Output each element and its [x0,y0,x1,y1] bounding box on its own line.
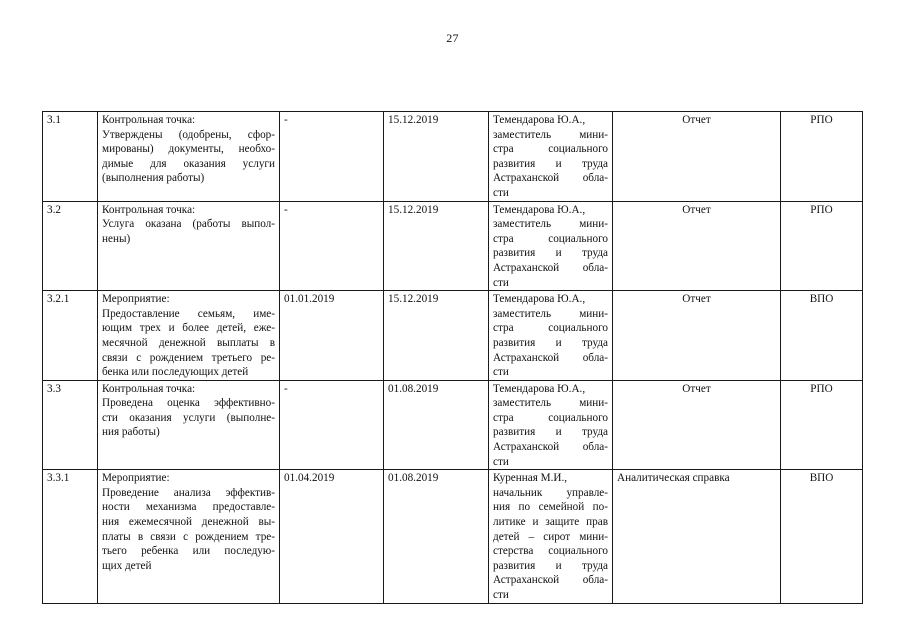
table-row [43,201,863,291]
item-name-line: димые для оказания услуги [102,157,275,170]
responsible-line: развития и труда [493,426,608,439]
item-number-cell [43,201,98,291]
responsible-line: ния по семейной по- [493,501,608,514]
item-number: 3.2.1 [47,293,70,306]
item-number: 3.3.1 [47,472,70,485]
start-date: - [284,114,288,126]
responsible-line: заместитель мини- [493,128,608,141]
responsible-line: Темендарова Ю.А., [493,382,586,395]
item-number-cell [43,380,98,470]
item-number-cell [43,470,98,603]
responsible-line: начальник управле- [493,486,608,499]
event-type: РПО [810,382,833,395]
item-name-line: ния ежемесячной денежной вы- [102,516,275,529]
responsible-cell [489,291,613,381]
table-row [43,112,863,202]
item-name-line: Мероприятие: [102,472,170,485]
result-document: Отчет [682,293,711,306]
responsible-line: Астраханской обла- [493,351,608,364]
responsible-line: сти [493,455,509,468]
responsible-line: стерства социального [493,545,608,558]
item-name-line: ности механизма предоставле- [102,501,275,514]
item-name-line: Проведена оценка эффективно- [102,397,275,410]
responsible-line: Астраханской обла- [493,574,608,587]
responsible-line: заместитель мини- [493,218,608,231]
start-date-cell [280,112,384,202]
event-type-cell [781,201,863,291]
event-type-cell [781,380,863,470]
responsible-line: развития и труда [493,336,608,349]
responsible-line: Куренная М.И., [493,472,568,485]
item-name-line: ния работы) [102,426,160,439]
result-cell [613,380,781,470]
item-name-line: мированы) документы, необхо- [102,143,275,156]
start-date: 01.04.2019 [284,472,335,485]
item-name-line: (выполнения работы) [102,172,205,185]
result-document: Отчет [682,203,711,216]
event-type-cell [781,291,863,381]
result-document: Отчет [682,114,711,126]
item-name-line: нены) [102,232,131,245]
item-name-line: Контрольная точка: [102,203,196,216]
responsible-line: сти [493,366,509,379]
responsible-line: заместитель мини- [493,397,608,410]
item-name-line: щих детей [102,559,152,572]
start-date-cell [280,380,384,470]
end-date-cell [384,291,489,381]
result-document: Аналитическая справка [617,472,730,485]
start-date-cell [280,470,384,603]
item-name-line: сти оказания услуги (выполне- [102,411,275,424]
responsible-cell [489,201,613,291]
item-name-cell [98,291,280,381]
event-type-cell [781,470,863,603]
event-type: ВПО [809,293,834,306]
start-date: 01.01.2019 [284,293,335,306]
item-name-line: платы в связи с рождением тре- [102,530,275,543]
item-name-line: Услуга оказана (работы выпол- [102,218,275,231]
responsible-line: Астраханской обла- [493,441,608,454]
item-number: 3.1 [47,114,61,126]
item-name-line: бенка или последующих детей [102,366,249,379]
item-name-line: тьего ребенка или последую- [102,545,275,558]
responsible-cell [489,112,613,202]
responsible-line: сти [493,276,509,289]
item-name-line: Проведение анализа эффектив- [102,486,275,499]
table-row [43,470,863,603]
start-date-cell [280,291,384,381]
event-type: РПО [810,203,833,216]
event-type: ВПО [809,472,834,485]
responsible-line: литике и защите прав [493,516,608,529]
end-date-cell [384,201,489,291]
responsible-line: Астраханской обла- [493,261,608,274]
responsible-line: заместитель мини- [493,307,608,320]
start-date-cell [280,201,384,291]
end-date: 15.12.2019 [388,293,439,306]
responsible-cell [489,470,613,603]
result-cell [613,470,781,603]
end-date: 15.12.2019 [388,114,439,126]
table-row [43,291,863,381]
item-name-line: Утверждены (одобрены, сфор- [102,128,275,141]
end-date-cell [384,380,489,470]
item-name-cell [98,380,280,470]
responsible-line: развития и труда [493,559,608,572]
responsible-line: сти [493,589,509,601]
result-cell [613,201,781,291]
item-name-line: Предоставление семьям, име- [102,307,275,320]
responsible-line: стра социального [493,411,608,424]
responsible-line: развития и труда [493,157,608,170]
page-number: 27 [446,31,459,45]
responsible-line: сти [493,186,509,199]
end-date-cell [384,112,489,202]
item-number-cell [43,112,98,202]
event-type: РПО [810,114,833,126]
item-name-line: Контрольная точка: [102,114,196,126]
responsible-line: Темендарова Ю.А., [493,114,586,126]
plan-table [42,111,863,604]
start-date: - [284,382,288,395]
item-name-line: ющим трех и более детей, еже- [102,322,275,335]
table-row [43,380,863,470]
responsible-line: стра социального [493,232,608,245]
result-cell [613,112,781,202]
item-name-line: Мероприятие: [102,293,170,306]
responsible-line: детей – сирот мини- [493,530,608,543]
item-name-line: месячной денежной выплаты в [102,336,275,349]
start-date: - [284,203,288,216]
end-date-cell [384,470,489,603]
event-type-cell [781,112,863,202]
responsible-line: Темендарова Ю.А., [493,293,586,306]
item-name-cell [98,112,280,202]
end-date: 01.08.2019 [388,472,439,485]
item-number: 3.2 [47,203,61,216]
responsible-line: развития и труда [493,247,608,260]
item-number: 3.3 [47,382,61,395]
end-date: 01.08.2019 [388,382,439,395]
result-document: Отчет [682,382,711,395]
responsible-line: Темендарова Ю.А., [493,203,586,216]
end-date: 15.12.2019 [388,203,439,216]
item-name-line: Контрольная точка: [102,382,196,395]
item-name-cell [98,201,280,291]
responsible-line: стра социального [493,322,608,335]
item-name-line: связи с рождением третьего ре- [102,351,275,364]
responsible-cell [489,380,613,470]
responsible-line: стра социального [493,143,608,156]
result-cell [613,291,781,381]
item-name-cell [98,470,280,603]
responsible-line: Астраханской обла- [493,172,608,185]
item-number-cell [43,291,98,381]
